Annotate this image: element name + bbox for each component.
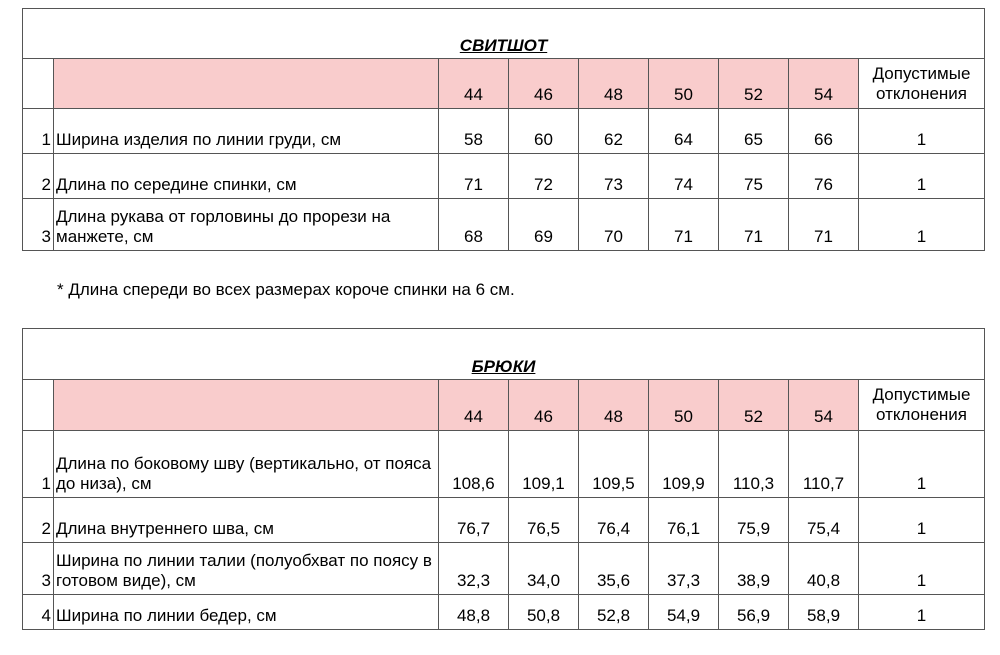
size-value: 72 [509,154,579,199]
size-value: 110,3 [719,431,789,498]
size-value: 69 [509,199,579,251]
size-value: 52,8 [579,595,649,630]
size-value: 73 [579,154,649,199]
size-value: 66 [789,109,859,154]
size-value: 71 [649,199,719,251]
row-number: 2 [23,154,54,199]
size-value: 68 [439,199,509,251]
size-header: 54 [789,59,859,109]
size-value: 37,3 [649,543,719,595]
table-row [23,199,985,251]
size-value: 71 [789,199,859,251]
row-number: 4 [23,595,54,630]
size-value: 74 [649,154,719,199]
header-blank-cell [23,59,54,109]
row-label: Длина внутреннего шва, см [54,498,439,543]
size-value: 71 [439,154,509,199]
size-value: 60 [509,109,579,154]
size-value: 109,9 [649,431,719,498]
tolerance-value: 1 [859,199,985,251]
size-value: 35,6 [579,543,649,595]
tolerance-header: Допустимые отклонения [859,59,985,109]
size-header: 44 [439,59,509,109]
size-value: 71 [719,199,789,251]
row-label: Ширина по линии талии (полуобхват по поясу в готовом виде), см [54,543,439,595]
size-value: 50,8 [509,595,579,630]
table-row [23,543,985,595]
row-label: Длина по боковому шву (вертикально, от пояса до низа), см [54,431,439,498]
size-header: 44 [439,380,509,431]
size-value: 56,9 [719,595,789,630]
footnote: * Длина спереди во всех размерах короче спинки на 6 см. [57,280,515,299]
size-header: 46 [509,380,579,431]
tolerance-header: Допустимые отклонения [859,380,985,431]
header-blank-cell [23,380,54,431]
row-label: Длина по середине спинки, см [54,154,439,199]
table-row [23,498,985,543]
size-value: 76,1 [649,498,719,543]
size-value: 32,3 [439,543,509,595]
size-value: 76,5 [509,498,579,543]
size-value: 75,4 [789,498,859,543]
size-value: 58 [439,109,509,154]
row-number: 1 [23,109,54,154]
tolerance-value: 1 [859,543,985,595]
tolerance-value: 1 [859,109,985,154]
table-title: СВИТШОТ [23,9,985,59]
size-value: 38,9 [719,543,789,595]
size-header: 48 [579,59,649,109]
row-label: Ширина изделия по линии груди, см [54,109,439,154]
size-value: 54,9 [649,595,719,630]
size-header: 52 [719,59,789,109]
table-row [23,595,985,630]
row-number: 3 [23,199,54,251]
size-value: 40,8 [789,543,859,595]
tolerance-value: 1 [859,431,985,498]
size-header: 48 [579,380,649,431]
table-row [23,431,985,498]
size-value: 48,8 [439,595,509,630]
size-value: 58,9 [789,595,859,630]
table-title: БРЮКИ [23,329,985,380]
table-row [23,109,985,154]
row-label: Ширина по линии бедер, см [54,595,439,630]
size-header: 52 [719,380,789,431]
size-value: 109,5 [579,431,649,498]
table-row [23,154,985,199]
size-value: 75 [719,154,789,199]
row-number: 1 [23,431,54,498]
size-value: 34,0 [509,543,579,595]
size-value: 76 [789,154,859,199]
row-number: 3 [23,543,54,595]
size-value: 76,4 [579,498,649,543]
size-value: 108,6 [439,431,509,498]
size-value: 65 [719,109,789,154]
header-label-cell [54,59,439,109]
size-value: 64 [649,109,719,154]
trousers-size-table [22,328,985,630]
sweatshirt-size-table [22,8,985,251]
size-header: 50 [649,59,719,109]
header-label-cell [54,380,439,431]
row-label: Длина рукава от горловины до прорези на манжете, см [54,199,439,251]
tolerance-value: 1 [859,498,985,543]
size-value: 70 [579,199,649,251]
tolerance-value: 1 [859,595,985,630]
row-number: 2 [23,498,54,543]
size-value: 62 [579,109,649,154]
tolerance-value: 1 [859,154,985,199]
size-header: 54 [789,380,859,431]
size-value: 109,1 [509,431,579,498]
size-header: 46 [509,59,579,109]
size-value: 75,9 [719,498,789,543]
size-value: 110,7 [789,431,859,498]
size-value: 76,7 [439,498,509,543]
size-header: 50 [649,380,719,431]
